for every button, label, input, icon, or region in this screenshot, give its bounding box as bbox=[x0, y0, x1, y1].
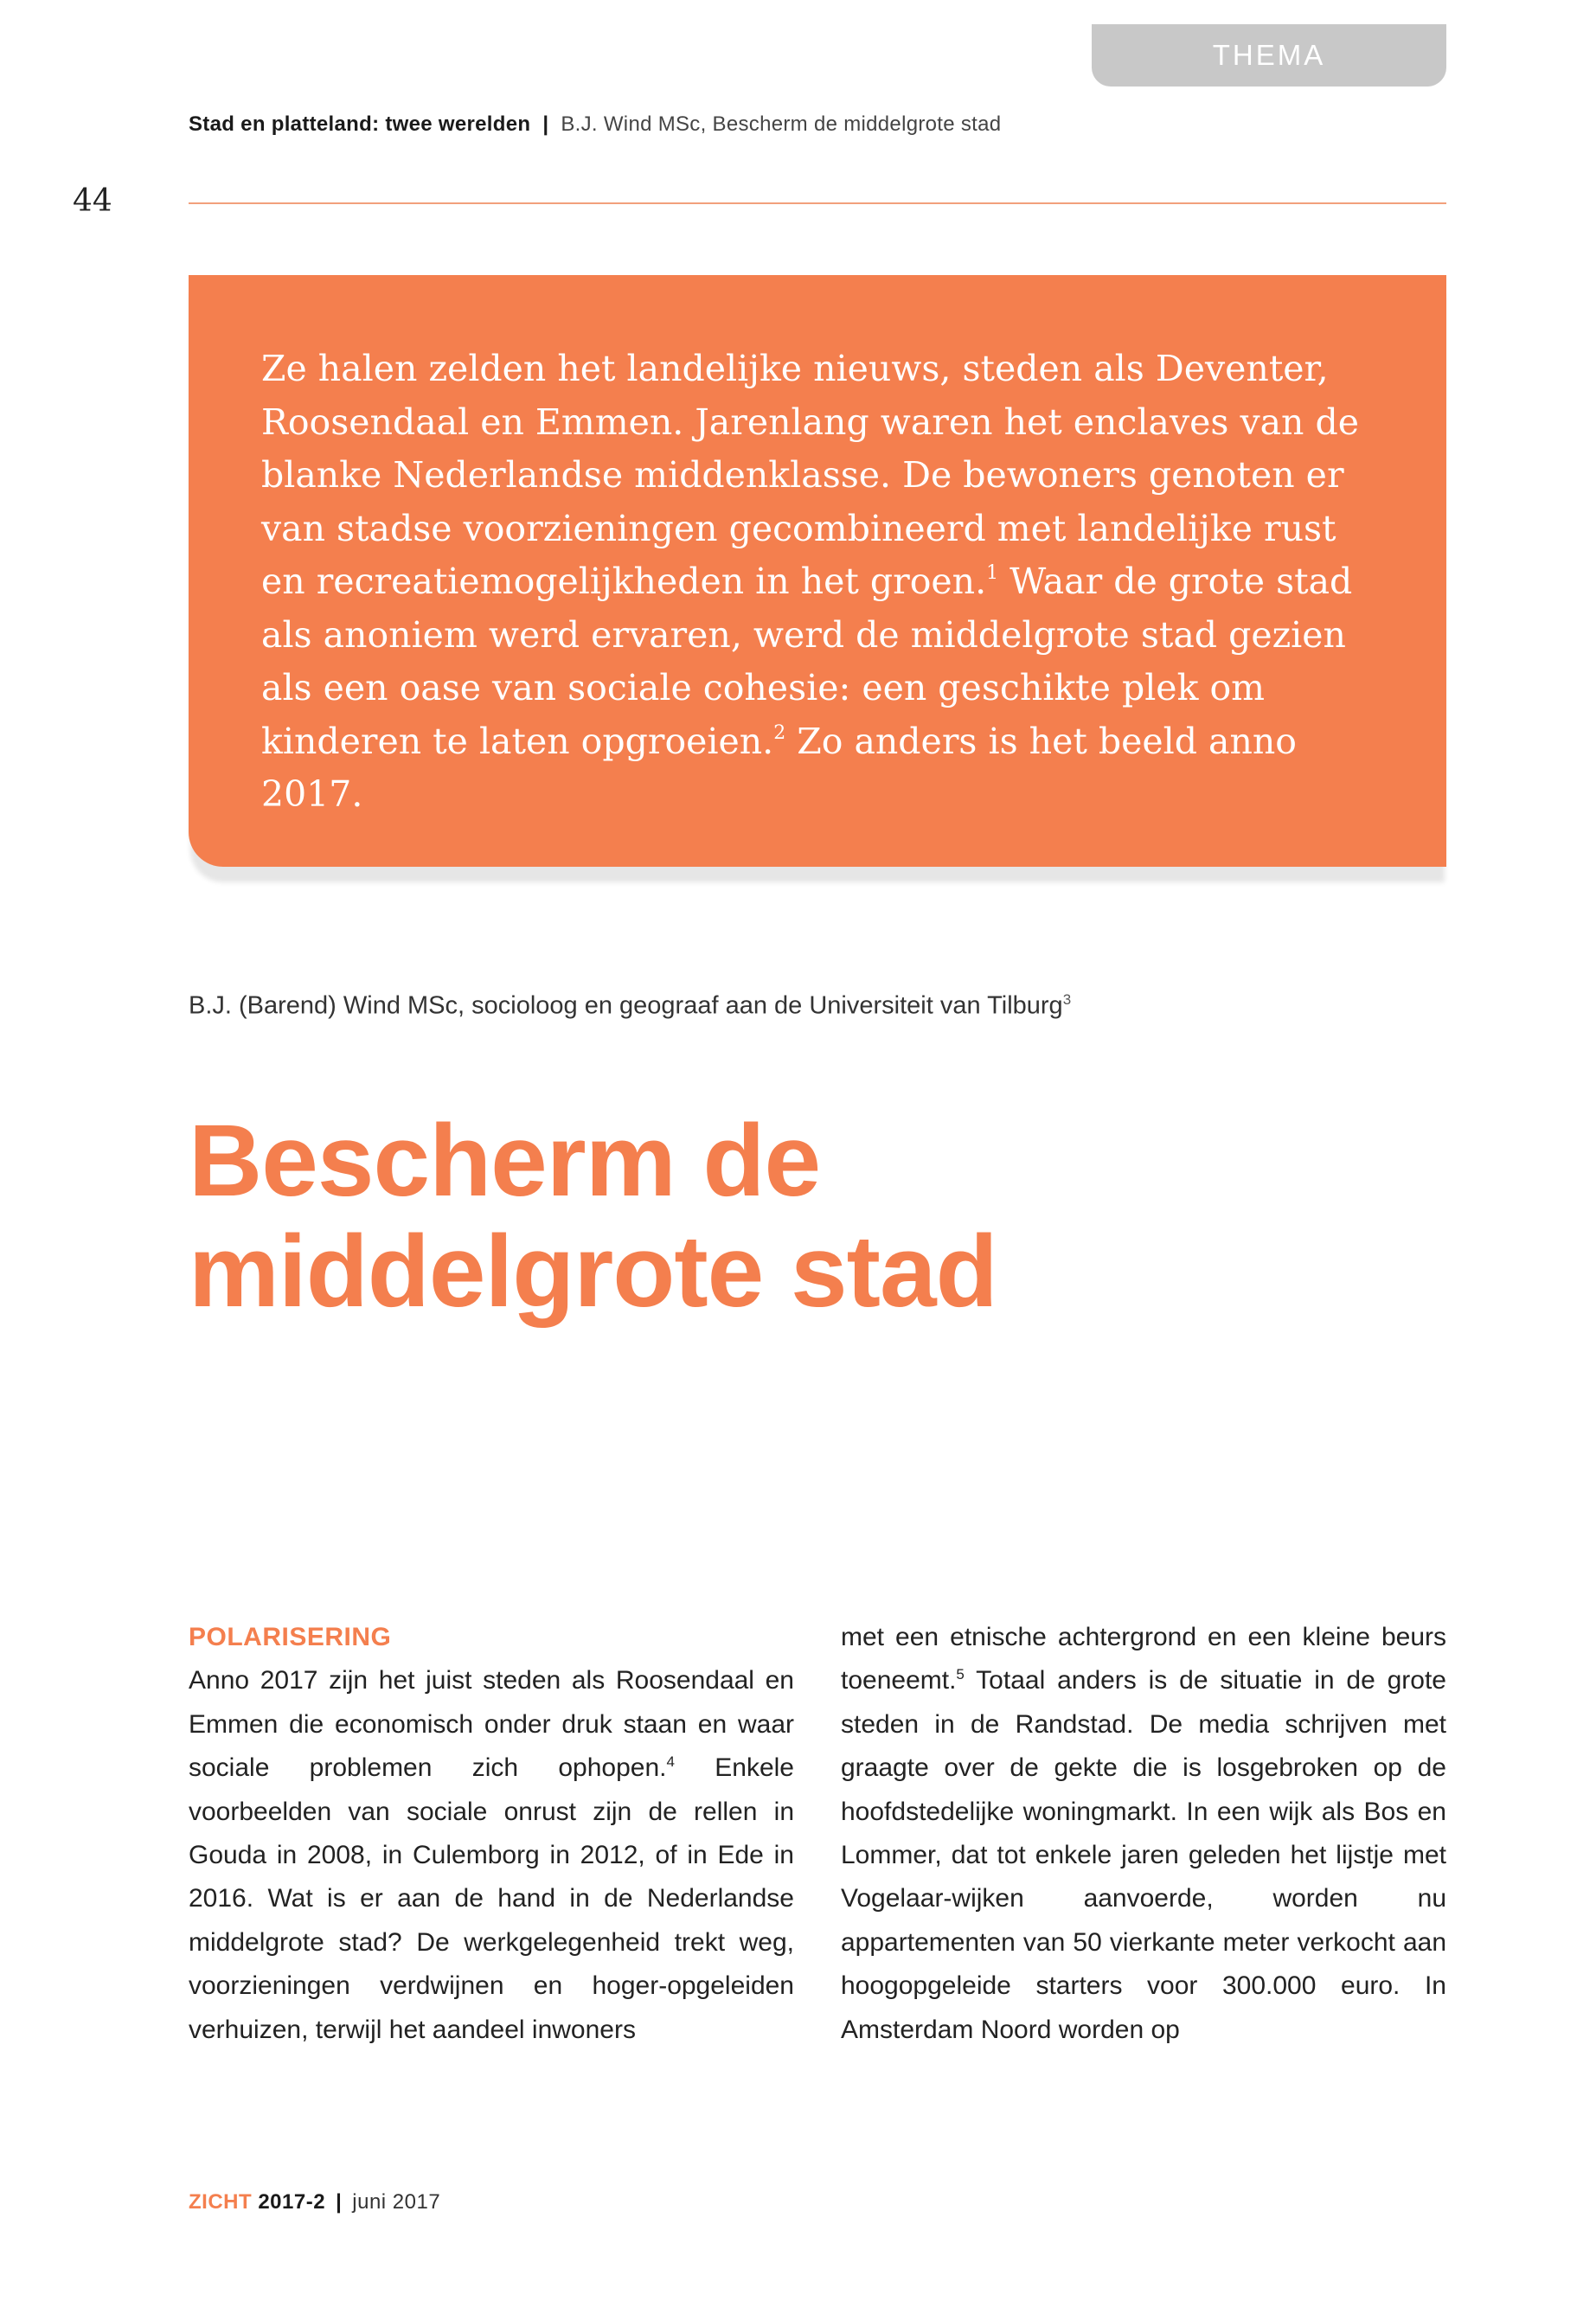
byline-text: B.J. (Barend) Wind MSc, socioloog en geograaf aan de Universiteit van Tilburg bbox=[189, 991, 1063, 1020]
footnote-ref-4: 4 bbox=[666, 1753, 675, 1771]
issue-number: 2017-2 bbox=[258, 2190, 326, 2214]
header-separator: | bbox=[542, 112, 549, 136]
article-reference: B.J. Wind MSc, Bescherm de middelgrote stad bbox=[561, 112, 1002, 136]
footer-separator: | bbox=[336, 2190, 343, 2214]
author-byline bbox=[189, 991, 1071, 1021]
left-text-part-2: Enkele voorbeelden van sociale onrust zijn de rellen in Gouda in 2008, in Culemborg in 2012, of in Ede in 2016. Wat is er aan de hand in de Nederlandse middelgrote stad? De werkgelegenheid trekt weg, voorzieningen verdwijnen en hoger-opgeleiden verhuizen, terwijl het aandeel inwoners bbox=[189, 1753, 794, 2044]
intro-part-3: Zo anders is het beeld anno 2017. bbox=[261, 720, 1297, 815]
intro-part-2: Waar de grote stad als anoniem werd ervaren, werd de middelgrote stad gezien als een oase van sociale cohesie: een geschikte plek om kinderen te laten opgroeien. bbox=[261, 561, 1353, 762]
issue-date: juni 2017 bbox=[352, 2190, 441, 2214]
intro-part-1: Ze halen zelden het landelijke nieuws, steden als Deventer, Roosendaal en Emmen. Jarenlang waren het enclaves van de blanke Nederlandse middenklasse. De bewoners genoten er van stadse voorzieningen gecombineerd met landelijke rust en recreatiemogelijkheden in het groen. bbox=[261, 348, 1359, 602]
series-title: Stad en platteland: twee werelden bbox=[189, 112, 531, 136]
running-header bbox=[189, 112, 1001, 137]
body-paragraph-left bbox=[189, 1659, 794, 2052]
title-line-2: middelgrote stad bbox=[189, 1215, 997, 1329]
footnote-ref-3: 3 bbox=[1062, 991, 1072, 1008]
right-text-part-1: met een etnische achtergrond en een kleine beurs toeneemt. bbox=[841, 1623, 1446, 1695]
page-footer bbox=[189, 2190, 440, 2214]
page-number: 44 bbox=[73, 183, 112, 219]
intro-text bbox=[261, 343, 1377, 822]
footnote-ref-5: 5 bbox=[956, 1666, 965, 1683]
right-text-part-2: Totaal anders is de situatie in de grote steden in de Randstad. De media schrijven met graagte over de gekte die is losgebroken op de hoofdstedelijke woningmarkt. In een wijk als Bos en Lommer, dat tot enkele jaren geleden het lijstje met Vogelaar-wijken aanvoerde, worden nu appartementen van 50 vierkante meter verkocht aan hoogopgeleide starters voor 300.000 euro. In Amsterdam Noord worden op bbox=[841, 1666, 1446, 2044]
article-title bbox=[189, 1106, 997, 1327]
intro-box bbox=[189, 275, 1446, 867]
title-line-1: Bescherm de bbox=[189, 1104, 821, 1218]
section-heading: POLARISERING bbox=[189, 1623, 392, 1651]
footnote-ref-2: 2 bbox=[773, 721, 786, 744]
footnote-ref-1: 1 bbox=[986, 562, 999, 585]
header-divider bbox=[189, 202, 1446, 204]
body-paragraph-right bbox=[841, 1616, 1446, 2052]
body-column-right bbox=[841, 1616, 1446, 2052]
thema-tab: THEMA bbox=[1092, 24, 1446, 87]
left-text-part-1: Anno 2017 zijn het juist steden als Roosendaal en Emmen die economisch onder druk staan en waar sociale problemen zich ophopen. bbox=[189, 1666, 794, 1783]
body-column-left bbox=[189, 1616, 794, 2052]
magazine-brand: ZICHT bbox=[189, 2190, 253, 2214]
